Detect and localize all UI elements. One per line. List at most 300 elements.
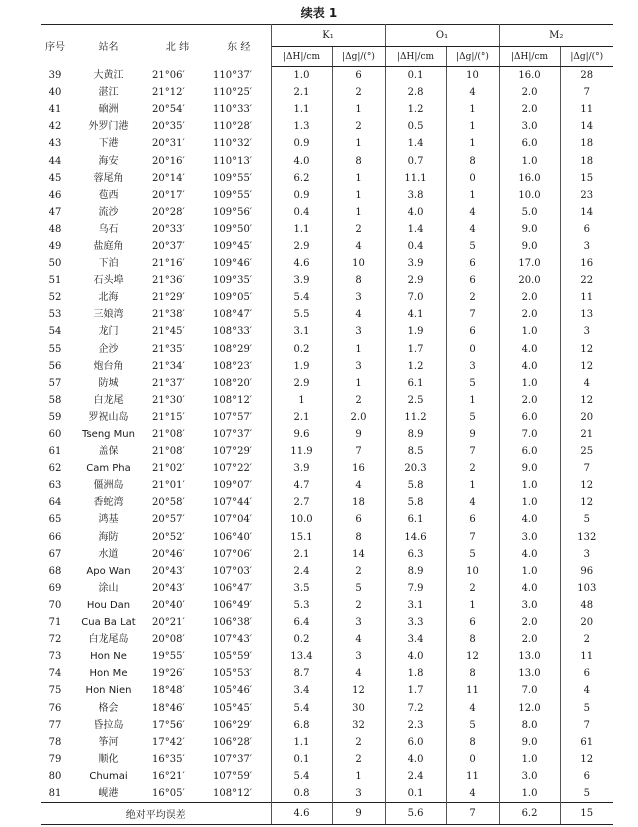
cell-o1-dg: 1	[446, 118, 499, 135]
cell-no: 59	[48, 411, 62, 423]
cell-m2-dg: 21	[580, 429, 594, 441]
cell-latitude: 20°35′	[152, 121, 185, 133]
cell-longitude: 107°37′	[207, 426, 271, 443]
cell-k1-dh: 2.7	[271, 494, 332, 511]
cell-longitude: 110°28′	[207, 118, 271, 135]
cell-o1-dh: 1.8	[385, 665, 446, 682]
cell-m2-dg: 7	[583, 87, 590, 99]
cell-latitude: 21°15′	[152, 411, 185, 423]
cell-o1-dg: 4	[446, 785, 499, 803]
cell-m2-dg: 25	[580, 446, 594, 458]
cell-k1-dg: 4	[332, 477, 385, 494]
table-row	[41, 751, 613, 768]
cell-m2-dh: 5.0	[499, 204, 560, 221]
cell-no: 46	[48, 189, 62, 201]
cell-m2-dh: 2.0	[499, 392, 560, 409]
cell-m2-dh: 16.0	[499, 170, 560, 187]
cell-o1-dg: 5	[446, 375, 499, 392]
cell-longitude: 108°29′	[207, 341, 271, 358]
cell-no: 43	[48, 138, 62, 150]
cell-station: 白龙尾	[93, 394, 124, 406]
table-row	[41, 699, 613, 716]
cell-m2-dh: 1.0	[499, 477, 560, 494]
cell-k1-dg: 1	[332, 341, 385, 358]
table-row	[41, 289, 613, 306]
cell-m2-dg: 14	[580, 121, 594, 133]
cell-m2-dh: 1.0	[499, 563, 560, 580]
cell-m2-dh: 2.0	[499, 289, 560, 306]
cell-m2-dh: 1.0	[499, 323, 560, 340]
cell-no: 41	[48, 104, 62, 116]
cell-longitude: 107°04′	[207, 511, 271, 528]
cell-latitude: 21°12′	[152, 87, 185, 99]
cell-latitude: 21°36′	[152, 275, 185, 287]
table-row	[41, 648, 613, 665]
cell-latitude: 21°30′	[152, 394, 185, 406]
cell-m2-dg: 61	[580, 736, 594, 748]
table-row	[41, 152, 613, 169]
cell-o1-dh: 1.2	[385, 358, 446, 375]
cell-station: Apo Wan	[86, 565, 131, 577]
cell-no: 69	[48, 582, 62, 594]
cell-m2-dg: 5	[583, 514, 590, 526]
cell-m2-dg: 12	[580, 753, 594, 765]
cell-no: 67	[48, 548, 62, 560]
cell-m2-dh: 9.0	[499, 221, 560, 238]
cell-latitude: 21°06′	[152, 69, 185, 81]
cell-k1-dh: 2.1	[271, 409, 332, 426]
cell-latitude: 20°37′	[152, 240, 185, 252]
cell-longitude: 105°45′	[207, 699, 271, 716]
cell-station: 罗祝山岛	[88, 411, 129, 423]
cell-m2-dh: 13.0	[499, 648, 560, 665]
cell-m2-dg: 12	[580, 360, 594, 372]
cell-m2-dh: 3.0	[499, 597, 560, 614]
table-row	[41, 614, 613, 631]
table-footer	[41, 803, 613, 825]
cell-no: 63	[48, 480, 62, 492]
cell-latitude: 19°26′	[152, 668, 185, 680]
cell-longitude: 110°25′	[207, 84, 271, 101]
table-row	[41, 580, 613, 597]
cell-latitude: 20°54′	[152, 104, 185, 116]
cell-k1-dh: 6.8	[271, 717, 332, 734]
cell-station: 水道	[98, 548, 119, 560]
cell-o1-dg: 1	[446, 597, 499, 614]
cell-no: 47	[48, 206, 62, 218]
table-row	[41, 597, 613, 614]
mean-m2-dg: 15	[560, 803, 613, 825]
header-k1: K₁	[271, 25, 385, 47]
cell-latitude: 20°31′	[152, 138, 185, 150]
cell-longitude: 108°33′	[207, 323, 271, 340]
cell-longitude: 109°46′	[207, 255, 271, 272]
cell-k1-dh: 10.0	[271, 511, 332, 528]
cell-station: 格会	[98, 702, 119, 714]
cell-o1-dh: 20.3	[385, 460, 446, 477]
cell-longitude: 107°57′	[207, 409, 271, 426]
cell-m2-dg: 18	[580, 138, 594, 150]
cell-k1-dh: 5.4	[271, 699, 332, 716]
table-row	[41, 563, 613, 580]
cell-station: 蓉尾角	[93, 172, 124, 184]
cell-m2-dh: 7.0	[499, 426, 560, 443]
cell-k1-dg: 2	[332, 751, 385, 768]
cell-k1-dh: 2.1	[271, 84, 332, 101]
cell-o1-dh: 6.1	[385, 511, 446, 528]
cell-no: 81	[48, 787, 62, 799]
table-row	[41, 494, 613, 511]
table-row	[41, 443, 613, 460]
cell-m2-dg: 20	[580, 411, 594, 423]
cell-k1-dg: 6	[332, 67, 385, 85]
cell-o1-dg: 6	[446, 272, 499, 289]
cell-m2-dg: 12	[580, 497, 594, 509]
cell-o1-dh: 1.9	[385, 323, 446, 340]
table-row	[41, 477, 613, 494]
cell-latitude: 16°35′	[152, 753, 185, 765]
cell-station: Tseng Mun	[82, 429, 135, 441]
cell-k1-dg: 6	[332, 511, 385, 528]
cell-station: 北海	[98, 292, 119, 304]
cell-latitude: 21°45′	[152, 326, 185, 338]
table-row	[41, 101, 613, 118]
table-row	[41, 392, 613, 409]
cell-o1-dh: 3.9	[385, 255, 446, 272]
cell-longitude: 108°47′	[207, 306, 271, 323]
header-o1: O₁	[385, 25, 499, 47]
cell-k1-dg: 10	[332, 255, 385, 272]
cell-station: 防城	[98, 377, 119, 389]
table-row	[41, 460, 613, 477]
mean-o1-dg: 7	[446, 803, 499, 825]
cell-o1-dh: 0.1	[385, 67, 446, 85]
cell-no: 72	[48, 634, 62, 646]
mean-k1-dh: 4.6	[271, 803, 332, 825]
cell-o1-dg: 7	[446, 306, 499, 323]
cell-no: 60	[48, 429, 62, 441]
cell-m2-dh: 2.0	[499, 631, 560, 648]
cell-station: Hon Me	[89, 668, 128, 680]
cell-o1-dg: 1	[446, 392, 499, 409]
cell-m2-dg: 22	[580, 275, 594, 287]
cell-o1-dh: 2.4	[385, 768, 446, 785]
cell-longitude: 110°13′	[207, 152, 271, 169]
cell-longitude: 110°32′	[207, 135, 271, 152]
cell-no: 49	[48, 240, 62, 252]
cell-station: Cam Pha	[86, 463, 131, 475]
table-row	[41, 135, 613, 152]
table-row	[41, 529, 613, 546]
cell-m2-dh: 2.0	[499, 306, 560, 323]
cell-k1-dg: 8	[332, 529, 385, 546]
cell-o1-dh: 4.0	[385, 648, 446, 665]
cell-station: Hon Nien	[85, 685, 132, 697]
table-row	[41, 84, 613, 101]
cell-no: 79	[48, 753, 62, 765]
cell-k1-dh: 1.9	[271, 358, 332, 375]
cell-station: 外罗门港	[88, 121, 129, 133]
cell-k1-dg: 3	[332, 648, 385, 665]
cell-k1-dh: 6.4	[271, 614, 332, 631]
cell-k1-dg: 9	[332, 426, 385, 443]
cell-no: 58	[48, 394, 62, 406]
cell-latitude: 20°40′	[152, 599, 185, 611]
cell-no: 53	[48, 309, 62, 321]
cell-o1-dg: 4	[446, 494, 499, 511]
cell-o1-dg: 0	[446, 170, 499, 187]
cell-latitude: 21°38′	[152, 309, 185, 321]
cell-m2-dg: 103	[577, 582, 597, 594]
cell-k1-dh: 3.1	[271, 323, 332, 340]
table-row	[41, 67, 613, 85]
table-row	[41, 323, 613, 340]
cell-o1-dh: 2.5	[385, 392, 446, 409]
cell-latitude: 16°21′	[152, 770, 185, 782]
cell-o1-dg: 5	[446, 238, 499, 255]
cell-latitude: 21°08′	[152, 446, 185, 458]
cell-latitude: 20°17′	[152, 189, 185, 201]
cell-k1-dg: 14	[332, 546, 385, 563]
cell-o1-dg: 8	[446, 734, 499, 751]
cell-m2-dg: 7	[583, 463, 590, 475]
cell-o1-dh: 2.9	[385, 272, 446, 289]
cell-m2-dg: 6	[583, 668, 590, 680]
cell-m2-dg: 15	[580, 172, 594, 184]
cell-o1-dh: 14.6	[385, 529, 446, 546]
cell-no: 80	[48, 770, 62, 782]
cell-k1-dg: 3	[332, 289, 385, 306]
cell-m2-dg: 18	[580, 155, 594, 167]
cell-latitude: 20°08′	[152, 634, 185, 646]
cell-k1-dh: 1.3	[271, 118, 332, 135]
cell-station: 海安	[98, 155, 119, 167]
cell-o1-dg: 6	[446, 511, 499, 528]
cell-m2-dh: 2.0	[499, 84, 560, 101]
cell-k1-dg: 18	[332, 494, 385, 511]
cell-m2-dh: 12.0	[499, 699, 560, 716]
cell-k1-dg: 3	[332, 785, 385, 803]
cell-o1-dg: 8	[446, 152, 499, 169]
cell-k1-dh: 3.9	[271, 272, 332, 289]
cell-m2-dg: 11	[580, 651, 594, 663]
cell-latitude: 21°37′	[152, 377, 185, 389]
cell-k1-dh: 3.9	[271, 460, 332, 477]
cell-k1-dh: 6.2	[271, 170, 332, 187]
cell-no: 66	[48, 531, 62, 543]
table-row	[41, 546, 613, 563]
cell-latitude: 21°02′	[152, 463, 185, 475]
table-row	[41, 187, 613, 204]
cell-o1-dg: 2	[446, 460, 499, 477]
cell-latitude: 21°35′	[152, 343, 185, 355]
cell-latitude: 21°01′	[152, 480, 185, 492]
cell-o1-dh: 0.1	[385, 785, 446, 803]
table-row	[41, 631, 613, 648]
cell-no: 57	[48, 377, 62, 389]
cell-o1-dh: 4.0	[385, 204, 446, 221]
header-longitude: 东 经	[207, 25, 271, 67]
cell-o1-dh: 8.5	[385, 443, 446, 460]
cell-no: 40	[48, 87, 62, 99]
cell-k1-dh: 5.3	[271, 597, 332, 614]
table-row	[41, 358, 613, 375]
cell-m2-dh: 1.0	[499, 152, 560, 169]
cell-m2-dh: 7.0	[499, 682, 560, 699]
cell-latitude: 20°28′	[152, 206, 185, 218]
table-row	[41, 306, 613, 323]
cell-station: 僵洲岛	[93, 480, 124, 492]
cell-k1-dh: 2.9	[271, 238, 332, 255]
cell-latitude: 21°08′	[152, 429, 185, 441]
cell-k1-dg: 4	[332, 238, 385, 255]
cell-station: 鸿基	[98, 514, 119, 526]
cell-k1-dg: 4	[332, 306, 385, 323]
cell-no: 76	[48, 702, 62, 714]
cell-m2-dg: 3	[583, 548, 590, 560]
cell-m2-dh: 20.0	[499, 272, 560, 289]
cell-m2-dh: 6.0	[499, 443, 560, 460]
cell-m2-dg: 5	[583, 787, 590, 799]
cell-m2-dh: 1.0	[499, 751, 560, 768]
cell-o1-dg: 0	[446, 751, 499, 768]
cell-k1-dh: 2.9	[271, 375, 332, 392]
cell-k1-dh: 4.6	[271, 255, 332, 272]
cell-station: 海防	[98, 531, 119, 543]
cell-k1-dg: 2.0	[332, 409, 385, 426]
cell-m2-dh: 4.0	[499, 341, 560, 358]
cell-m2-dg: 3	[583, 326, 590, 338]
cell-latitude: 20°46′	[152, 548, 185, 560]
cell-k1-dg: 1	[332, 204, 385, 221]
cell-o1-dg: 4	[446, 84, 499, 101]
cell-o1-dg: 6	[446, 614, 499, 631]
cell-o1-dh: 0.5	[385, 118, 446, 135]
cell-k1-dh: 1.1	[271, 734, 332, 751]
cell-o1-dh: 5.8	[385, 477, 446, 494]
table-row	[41, 204, 613, 221]
cell-no: 44	[48, 155, 62, 167]
cell-o1-dh: 1.7	[385, 682, 446, 699]
cell-station: 湛江	[98, 87, 119, 99]
cell-o1-dh: 7.9	[385, 580, 446, 597]
cell-k1-dg: 30	[332, 699, 385, 716]
cell-o1-dg: 10	[446, 67, 499, 85]
header-station: 站名	[69, 25, 148, 67]
cell-o1-dg: 3	[446, 358, 499, 375]
cell-m2-dg: 11	[580, 292, 594, 304]
cell-longitude: 105°59′	[207, 648, 271, 665]
cell-latitude: 20°21′	[152, 617, 185, 629]
cell-latitude: 17°42′	[152, 736, 185, 748]
cell-no: 71	[48, 617, 62, 629]
cell-k1-dh: 5.4	[271, 768, 332, 785]
cell-o1-dg: 7	[446, 443, 499, 460]
cell-longitude: 107°03′	[207, 563, 271, 580]
cell-latitude: 20°58′	[152, 497, 185, 509]
cell-m2-dg: 6	[583, 770, 590, 782]
header-o1-dh: |ΔH|/cm	[385, 47, 446, 67]
table-row	[41, 785, 613, 803]
cell-k1-dg: 1	[332, 101, 385, 118]
cell-o1-dh: 3.3	[385, 614, 446, 631]
cell-m2-dh: 3.0	[499, 768, 560, 785]
table-row	[41, 734, 613, 751]
cell-k1-dh: 3.5	[271, 580, 332, 597]
cell-station: 下港	[98, 138, 119, 150]
cell-k1-dg: 3	[332, 614, 385, 631]
mean-error-row	[41, 803, 613, 825]
cell-m2-dg: 2	[583, 634, 590, 646]
cell-m2-dh: 6.0	[499, 135, 560, 152]
cell-o1-dh: 8.9	[385, 426, 446, 443]
cell-longitude: 106°28′	[207, 734, 271, 751]
cell-o1-dg: 9	[446, 426, 499, 443]
cell-m2-dg: 13	[580, 309, 594, 321]
cell-m2-dh: 1.0	[499, 375, 560, 392]
cell-k1-dh: 1	[271, 392, 332, 409]
cell-latitude: 20°57′	[152, 514, 185, 526]
cell-no: 73	[48, 651, 62, 663]
cell-k1-dh: 3.4	[271, 682, 332, 699]
table-row	[41, 341, 613, 358]
cell-o1-dh: 11.2	[385, 409, 446, 426]
cell-longitude: 107°43′	[207, 631, 271, 648]
cell-o1-dg: 2	[446, 289, 499, 306]
cell-m2-dh: 4.0	[499, 358, 560, 375]
cell-m2-dh: 8.0	[499, 717, 560, 734]
table-row	[41, 409, 613, 426]
cell-k1-dg: 2	[332, 734, 385, 751]
header-m2-dh: |ΔH|/cm	[499, 47, 560, 67]
cell-longitude: 110°33′	[207, 101, 271, 118]
cell-m2-dh: 10.0	[499, 187, 560, 204]
cell-station: 乌石	[98, 223, 119, 235]
cell-k1-dg: 32	[332, 717, 385, 734]
cell-m2-dh: 3.0	[499, 118, 560, 135]
cell-o1-dh: 7.2	[385, 699, 446, 716]
table-header	[41, 25, 613, 67]
cell-m2-dg: 28	[580, 70, 594, 82]
cell-o1-dh: 2.3	[385, 717, 446, 734]
cell-o1-dg: 4	[446, 221, 499, 238]
cell-k1-dg: 8	[332, 272, 385, 289]
cell-station: 三娘湾	[93, 309, 124, 321]
cell-no: 78	[48, 736, 62, 748]
cell-o1-dh: 1.7	[385, 341, 446, 358]
cell-no: 52	[48, 292, 62, 304]
cell-latitude: 17°56′	[152, 719, 185, 731]
cell-latitude: 20°14′	[152, 172, 185, 184]
cell-k1-dg: 2	[332, 392, 385, 409]
cell-station: 盖保	[98, 446, 119, 458]
cell-o1-dh: 1.4	[385, 221, 446, 238]
cell-o1-dh: 8.9	[385, 563, 446, 580]
cell-o1-dh: 1.4	[385, 135, 446, 152]
cell-k1-dh: 0.4	[271, 204, 332, 221]
cell-longitude: 106°49′	[207, 597, 271, 614]
cell-longitude: 107°06′	[207, 546, 271, 563]
cell-k1-dg: 1	[332, 135, 385, 152]
cell-no: 50	[48, 258, 62, 270]
tidal-station-table	[41, 24, 613, 825]
cell-o1-dg: 7	[446, 529, 499, 546]
cell-longitude: 107°29′	[207, 443, 271, 460]
cell-k1-dh: 13.4	[271, 648, 332, 665]
cell-o1-dg: 11	[446, 682, 499, 699]
table-row	[41, 118, 613, 135]
header-m2: M₂	[499, 25, 613, 47]
